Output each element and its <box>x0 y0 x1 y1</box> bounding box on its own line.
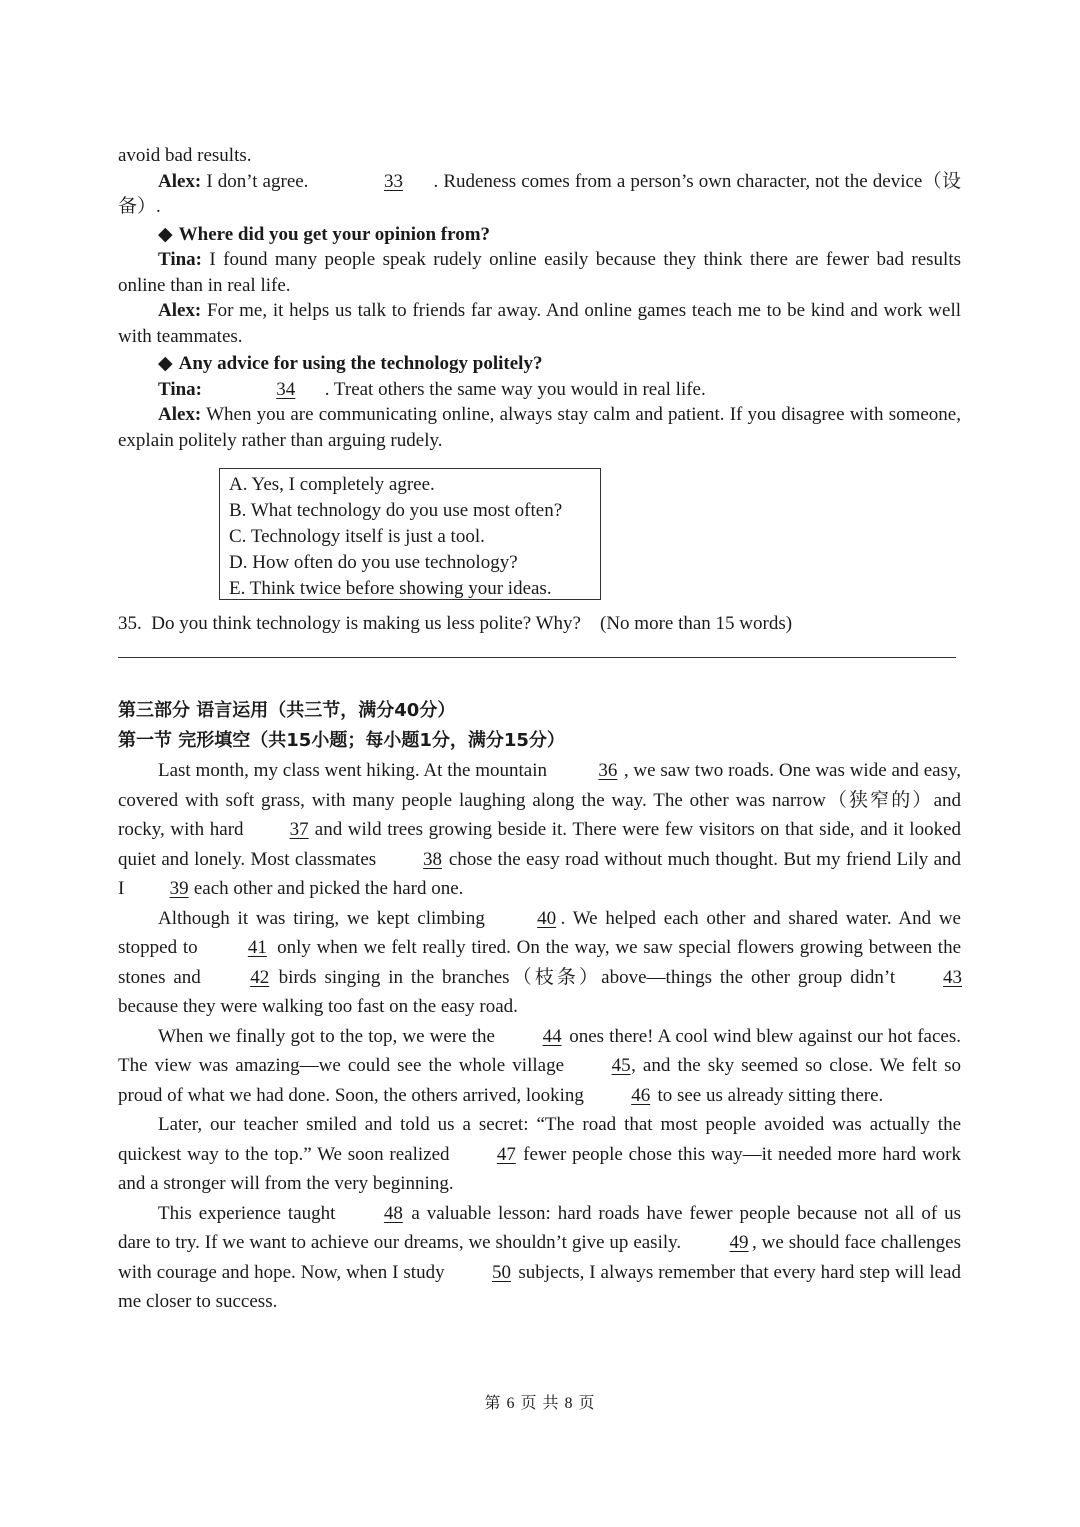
text-segment: . Treat others the same way you would in real life. <box>324 378 706 400</box>
answer-blank-41: 41 <box>247 937 267 958</box>
speaker-label: Alex: <box>158 300 202 321</box>
text-segment: This experience taught <box>158 1202 343 1224</box>
option-e: E. Think twice before showing your ideas. <box>229 578 552 599</box>
answer-blank-34: 34 <box>276 378 296 400</box>
option-a: A. Yes, I completely agree. <box>229 474 435 495</box>
text-segment: When we finally got to the top, we were the <box>158 1025 501 1047</box>
section-one-title: 第一节 完形填空（共15小题；每小题1分，满分15分） <box>118 730 565 751</box>
cloze-paragraph-4 <box>118 1110 961 1199</box>
text-segment: ones there! A cool wind blew against our hot faces. The view was amazing—we could see the whole village <box>118 1025 962 1076</box>
cloze-paragraph-1 <box>118 756 961 904</box>
options-box <box>219 468 601 600</box>
answer-blank-49: 49 <box>729 1232 749 1253</box>
diamond-bullet-icon: ◆ <box>158 353 173 374</box>
answer-blank-43: 43 <box>943 966 962 988</box>
answer-blank-36: 36 <box>598 760 618 781</box>
dialogue-alex-3 <box>118 402 961 453</box>
dialogue-line: avoid bad results. <box>118 145 252 166</box>
exam-page <box>118 143 961 1317</box>
part-three-title: 第三部分 语言运用（共三节，满分40分） <box>118 700 456 721</box>
answer-blank-45: 45 <box>611 1055 631 1076</box>
answer-blank-33: 33 <box>384 170 403 192</box>
answer-blank-44: 44 <box>542 1025 562 1047</box>
dialogue-alex-1 <box>118 169 961 220</box>
cloze-paragraph-2 <box>118 904 961 1022</box>
text-segment: Although it was tiring, we kept climbing <box>158 907 493 929</box>
text-segment: a valuable lesson: hard roads have fewer people because not all of us dare to try. If we want to achieve our dreams, we shouldn’t give up easily. <box>118 1202 961 1253</box>
text-segment: , we should face challenges with courage and hope. Now, when I study <box>118 1232 961 1283</box>
text-segment: each other and picked the hard one. <box>189 878 464 899</box>
text-segment: , and the sky seemed so close. We felt so proud of what we had done. Soon, the others arrived, looking <box>118 1055 961 1106</box>
dialogue-tina-2 <box>118 247 961 298</box>
text-segment: . Rudeness comes from a person’s own character, not the device（设备）. <box>118 170 961 217</box>
speaker-label: Tina: <box>158 249 203 270</box>
diamond-bullet-icon: ◆ <box>158 223 173 245</box>
speaker-label: Alex: <box>158 170 202 192</box>
text-segment: I don’t agree. <box>201 170 314 192</box>
answer-blank-40: 40 <box>537 907 557 929</box>
question-heading-2 <box>118 222 961 248</box>
text-segment: birds singing in the branches（枝条）above—things the other group didn’t <box>270 966 903 988</box>
dialogue-tina-3 <box>118 377 961 403</box>
answer-blank-48: 48 <box>383 1202 403 1224</box>
text-segment: For me, it helps us talk to friends far away. And online games teach me to be kind and work well with teammates. <box>118 300 961 347</box>
speaker-label: Alex: <box>158 404 202 425</box>
answer-blank-39: 39 <box>169 878 189 899</box>
question-35: 35. Do you think technology is making us less polite? Why? (No more than 15 words) <box>118 613 793 634</box>
text-segment: subjects, I always remember that every hard step will lead me closer to success. <box>118 1261 961 1312</box>
text-segment: When you are communicating online, always stay calm and patient. If you disagree with someone, explain politely rather than arguing rudely. <box>118 404 961 451</box>
option-d: D. How often do you use technology? <box>229 552 518 573</box>
answer-blank-47: 47 <box>496 1143 516 1165</box>
speaker-label: Tina: <box>158 378 203 400</box>
text-segment: Last month, my class went hiking. At the mountain <box>158 760 552 781</box>
option-b: B. What technology do you use most often? <box>229 500 563 521</box>
text-segment: . We helped each other and shared water. And we stopped to <box>118 907 961 958</box>
page-number: 第 6 页 共 8 页 <box>484 1395 596 1412</box>
question-text: Any advice for using the technology politely? <box>178 353 543 374</box>
answer-blank-38: 38 <box>423 848 443 870</box>
cloze-paragraph-3 <box>118 1022 961 1111</box>
text-segment: because they were walking too fast on the easy road. <box>118 996 518 1017</box>
option-c: C. Technology itself is just a tool. <box>229 526 485 547</box>
text-segment: chose the easy road without much thought. But my friend Lily and I <box>118 848 962 899</box>
answer-blank-46: 46 <box>631 1084 651 1106</box>
question-text: Where did you get your opinion from? <box>178 223 491 245</box>
answer-line <box>118 657 956 658</box>
answer-blank-37: 37 <box>289 819 309 840</box>
text-segment: only when we felt really tired. On the way, we saw special flowers growing between the stones and <box>118 937 962 988</box>
dialogue-alex-2 <box>118 298 961 349</box>
text-segment: I found many people speak rudely online easily because they think there are fewer bad results online than in real life. <box>118 249 961 296</box>
cloze-paragraph-5 <box>118 1199 961 1317</box>
cloze-passage <box>118 756 961 1317</box>
question-heading-3 <box>118 351 961 377</box>
text-segment: Later, our teacher smiled and told us a secret: “The road that most people avoided was actually the quickest way to the top.” We soon realized <box>118 1114 961 1165</box>
answer-blank-50: 50 <box>491 1261 511 1283</box>
text-segment: to see us already sitting there. <box>652 1084 884 1106</box>
text-segment: and wild trees growing beside it. There were few visitors on that side, and it looked quiet and lonely. Most classmates <box>118 819 961 870</box>
text-segment: fewer people chose this way—it needed more hard work and a stronger will from the very beginning. <box>118 1143 961 1194</box>
answer-blank-42: 42 <box>250 966 270 988</box>
text-segment: , we saw two roads. One was wide and easy, covered with soft grass, with many people laughing along the way. The other was narrow（狭窄的）and rocky, with hard <box>118 760 962 840</box>
